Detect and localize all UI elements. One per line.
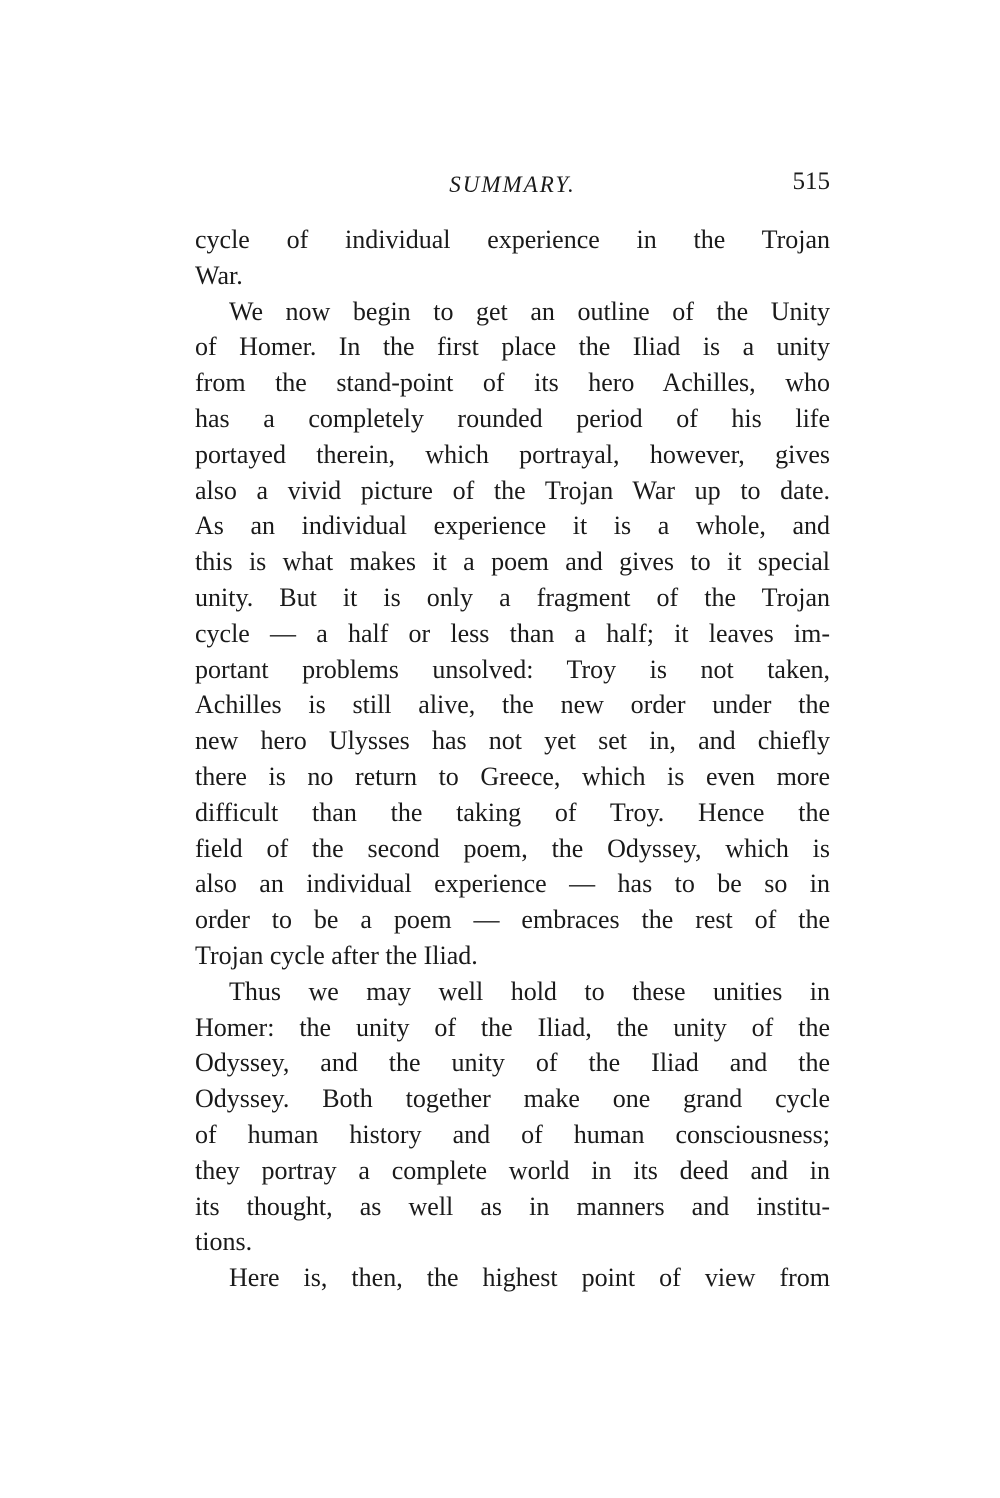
running-head (195, 168, 830, 202)
text-line: has a completely rounded period of his life (195, 403, 830, 433)
text-line: this is what makes it a poem and gives to it special (195, 547, 830, 577)
text-line: As an individual experience it is a whole, and (195, 511, 830, 541)
text-line: unity. But it is only a fragment of the Trojan (195, 582, 830, 612)
text-line: new hero Ulysses has not yet set in, and chiefly (195, 726, 830, 756)
text-line: difficult than the taking of Troy. Hence the (195, 797, 830, 827)
text-line: portayed therein, which portrayal, however, gives (195, 439, 830, 469)
text-line: We now begin to get an outline of the Unity (229, 296, 830, 326)
text-line: Odyssey, and the unity of the Iliad and the (195, 1048, 830, 1078)
running-title: SUMMARY. (449, 172, 576, 197)
text-line: Odyssey. Both together make one grand cycle (195, 1084, 830, 1114)
body-text (195, 222, 830, 1296)
text-line: Homer: the unity of the Iliad, the unity of the (195, 1012, 830, 1042)
text-line: of Homer. In the first place the Iliad is a unity (195, 332, 830, 362)
text-line: field of the second poem, the Odyssey, which is (195, 833, 830, 863)
page-number: 515 (792, 168, 830, 195)
text-line: Trojan cycle after the Iliad. (195, 940, 478, 970)
text-line: cycle of individual experience in the Trojan (195, 225, 830, 254)
text-line: order to be a poem — embraces the rest of the (195, 905, 830, 935)
text-line: of human history and of human consciousness; (195, 1119, 830, 1149)
text-line: Thus we may well hold to these unities in (229, 976, 830, 1006)
text-line: Here is, then, the highest point of view from (229, 1263, 830, 1293)
text-line: portant problems unsolved: Troy is not taken, (195, 654, 830, 684)
text-line: there is no return to Greece, which is even more (195, 761, 830, 791)
text-line: its thought, as well as in manners and institu- (195, 1191, 830, 1221)
text-line: cycle — a half or less than a half; it leaves im- (195, 618, 830, 648)
text-line: they portray a complete world in its deed and in (195, 1155, 830, 1185)
text-line: also a vivid picture of the Trojan War up to date. (195, 475, 830, 505)
text-line: from the stand-point of its hero Achilles, who (195, 368, 830, 398)
text-line: also an individual experience — has to be so in (195, 869, 830, 899)
text-line: tions. (195, 1227, 253, 1257)
text-line: War. (195, 260, 243, 290)
text-line: Achilles is still alive, the new order under the (195, 690, 830, 720)
